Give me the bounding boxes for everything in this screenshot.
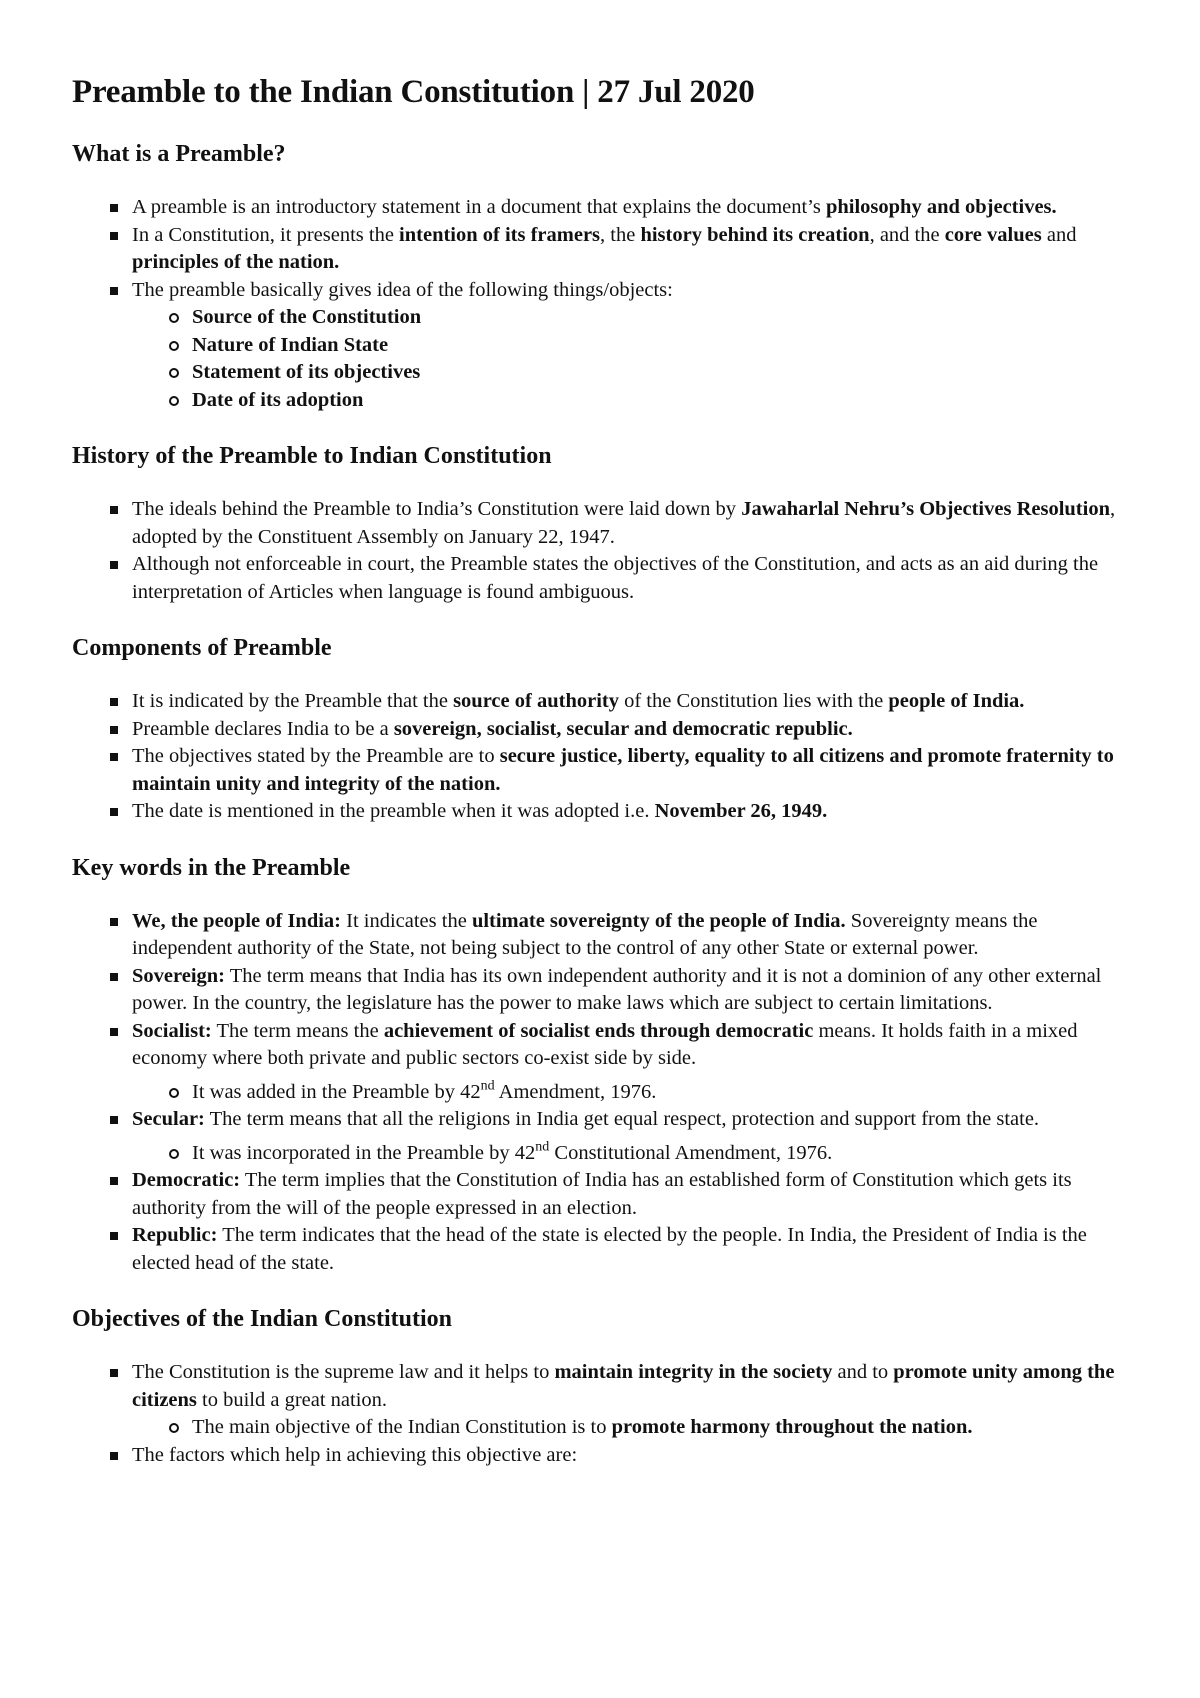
sub-list-item: Nature of Indian State bbox=[192, 332, 1132, 360]
sub-list-item: Statement of its objectives bbox=[192, 359, 1132, 387]
list-item: Although not enforceable in court, the Preamble states the objectives of the Constitution, and acts as an aid during the interpretation of Articles when language is found ambiguous. bbox=[132, 551, 1132, 606]
sub-list-item: Source of the Constitution bbox=[192, 304, 1132, 332]
list-item: The preamble basically gives idea of the following things/objects: Source of the Constitution Nature of Indian State Statement of its objectives Date of its adoption bbox=[132, 277, 1132, 415]
section-heading-components: Components of Preamble bbox=[72, 635, 332, 661]
page-title: Preamble to the Indian Constitution | 27 Jul 2020 bbox=[72, 74, 755, 110]
list-item: Secular: The term means that all the religions in India get equal respect, protection and support from the state. It was incorporated in the Preamble by 42nd Constitutional Amendment, 1976. bbox=[132, 1106, 1132, 1167]
list-item: The ideals behind the Preamble to India’s Constitution were laid down by Jawaharlal Nehru’s Objectives Resolution, adopted by the Constituent Assembly on January 22, 1947. bbox=[132, 496, 1132, 551]
section-heading-objectives: Objectives of the Indian Constitution bbox=[72, 1306, 453, 1332]
section-list bbox=[72, 194, 1132, 414]
list-item: The Constitution is the supreme law and it helps to maintain integrity in the society and to promote unity among the citizens to build a great nation. The main objective of the Indian Constitution is to promote harmony throughout the nation. bbox=[132, 1359, 1132, 1442]
list-item: The date is mentioned in the preamble when it was adopted i.e. November 26, 1949. bbox=[132, 798, 1132, 826]
sub-list-item: The main objective of the Indian Constitution is to promote harmony throughout the nation. bbox=[192, 1414, 1132, 1442]
list-item: Sovereign: The term means that India has its own independent authority and it is not a dominion of any other external power. In the country, the legislature has the power to make laws which are subject to certain limitations. bbox=[132, 963, 1132, 1018]
section-heading-what-is-preamble: What is a Preamble? bbox=[72, 141, 286, 167]
sub-list bbox=[132, 304, 1132, 414]
document-page bbox=[72, 72, 1132, 1497]
sub-list bbox=[132, 1079, 1132, 1107]
section-heading-key-words: Key words in the Preamble bbox=[72, 854, 351, 881]
section-list bbox=[72, 496, 1132, 606]
section-list bbox=[72, 688, 1132, 826]
sub-list-item: Date of its adoption bbox=[192, 387, 1132, 415]
list-item: Socialist: The term means the achievement of socialist ends through democratic means. It holds faith in a mixed economy where both private and public sectors co-exist side by side. It was added in the Preamble by 42nd Amendment, 1976. bbox=[132, 1018, 1132, 1107]
list-item: The objectives stated by the Preamble are to secure justice, liberty, equality to all citizens and promote fraternity to maintain unity and integrity of the nation. bbox=[132, 743, 1132, 798]
sub-list bbox=[132, 1414, 1132, 1442]
list-item: In a Constitution, it presents the intention of its framers, the history behind its creation, and the core values and principles of the nation. bbox=[132, 222, 1132, 277]
sub-list-item: It was added in the Preamble by 42nd Amendment, 1976. bbox=[192, 1079, 1132, 1107]
section-list bbox=[72, 908, 1132, 1278]
list-item: Democratic: The term implies that the Constitution of India has an established form of Constitution which gets its authority from the will of the people expressed in an election. bbox=[132, 1167, 1132, 1222]
list-item: Republic: The term indicates that the head of the state is elected by the people. In India, the President of India is the elected head of the state. bbox=[132, 1222, 1132, 1277]
list-item: A preamble is an introductory statement in a document that explains the document’s philosophy and objectives. bbox=[132, 194, 1132, 222]
sub-list bbox=[132, 1140, 1132, 1168]
section-list bbox=[72, 1359, 1132, 1469]
sub-list-item: It was incorporated in the Preamble by 42nd Constitutional Amendment, 1976. bbox=[192, 1140, 1132, 1168]
list-item: Preamble declares India to be a sovereign, socialist, secular and democratic republic. bbox=[132, 716, 1132, 744]
list-item: We, the people of India: It indicates the ultimate sovereignty of the people of India. Sovereignty means the independent authority of the State, not being subject to the control of any other State or external power. bbox=[132, 908, 1132, 963]
list-item: It is indicated by the Preamble that the source of authority of the Constitution lies with the people of India. bbox=[132, 688, 1132, 716]
section-heading-history: History of the Preamble to Indian Constitution bbox=[72, 443, 552, 469]
list-item: The factors which help in achieving this objective are: bbox=[132, 1442, 1132, 1470]
